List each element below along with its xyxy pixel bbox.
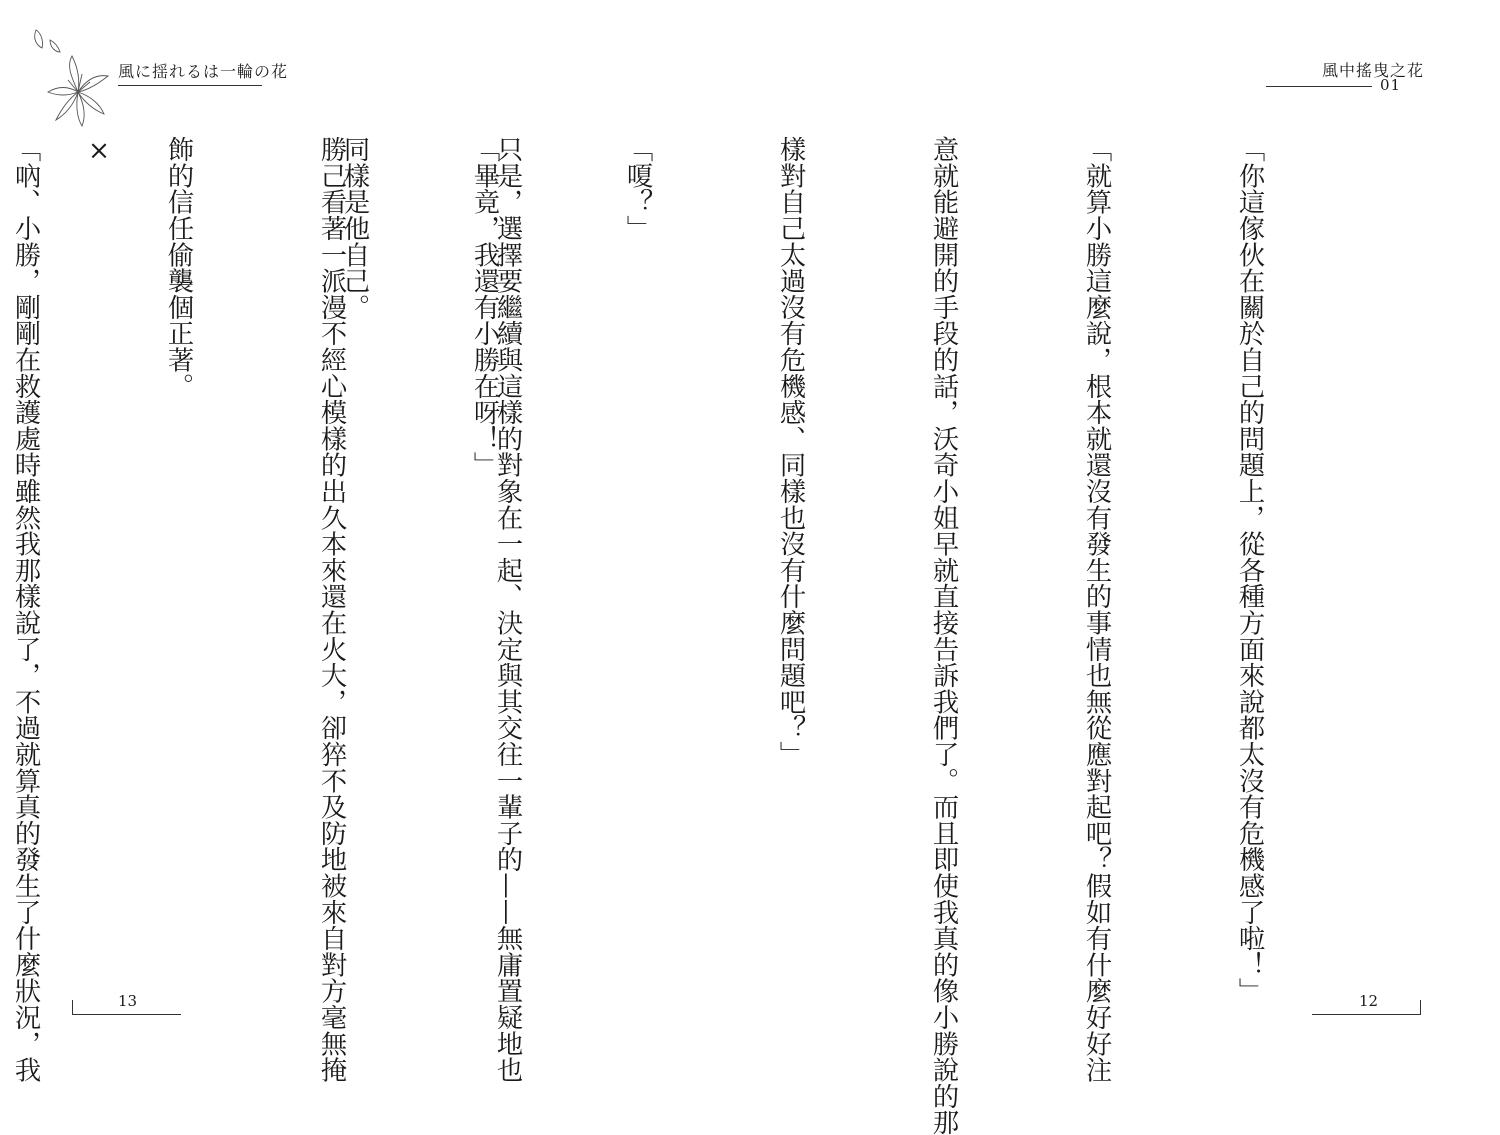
text-column: 「嗄？」 (622, 136, 652, 242)
text-column: 樣對自己太過沒有危機感、同樣也沒有什麼問題吧？」 (775, 136, 805, 768)
book-title-right: 風中搖曳之花 (1322, 61, 1425, 80)
text-column: 意就能避開的手段的話，沃奇小姐早就直接告訴我們了。而且即使我真的像小勝說的那 (928, 136, 958, 1135)
footer-rule-left (72, 1000, 181, 1015)
page-number-left: 13 (118, 992, 138, 1010)
text-column: 「你這傢伙在關於自己的問題上，從各種方面來說都太沒有危機感了啦！」 (1234, 136, 1264, 1004)
section-break: × (84, 136, 114, 166)
text-column: 只是，選擇要繼續與這樣的對象在一起、決定與其交往一輩子的——無庸置疑地也 (492, 136, 522, 1083)
header-rule-right (1266, 86, 1372, 87)
text-column: 勝己看著一派漫不經心模樣的出久本來還在火大，卻猝不及防地被來自對方毫無掩 (316, 136, 346, 1083)
text-column: 「畢竟，我還有小勝在呀！」 (469, 136, 499, 478)
text-column: 同樣是他自己。 (339, 136, 369, 321)
page-number-right: 12 (1359, 992, 1379, 1010)
chapter-number: 01 (1380, 76, 1402, 94)
lily-flower-icon (28, 22, 128, 132)
text-column: 「就算小勝這麼說，根本就還沒有發生的事情也無從應對起吧？假如有什麼好好注 (1081, 136, 1111, 1083)
text-column: 飾的信任偷襲個正著。 (163, 136, 193, 399)
text-column: 「吶、小勝，剛剛在救護處時雖然我那樣說了，不過就算真的發生了什麼狀況，我 (10, 136, 40, 1083)
book-title-left: 風に揺れるは一輪の花 (118, 62, 289, 81)
header-rule-left (118, 85, 262, 86)
footer-rule-right (1312, 1000, 1421, 1015)
